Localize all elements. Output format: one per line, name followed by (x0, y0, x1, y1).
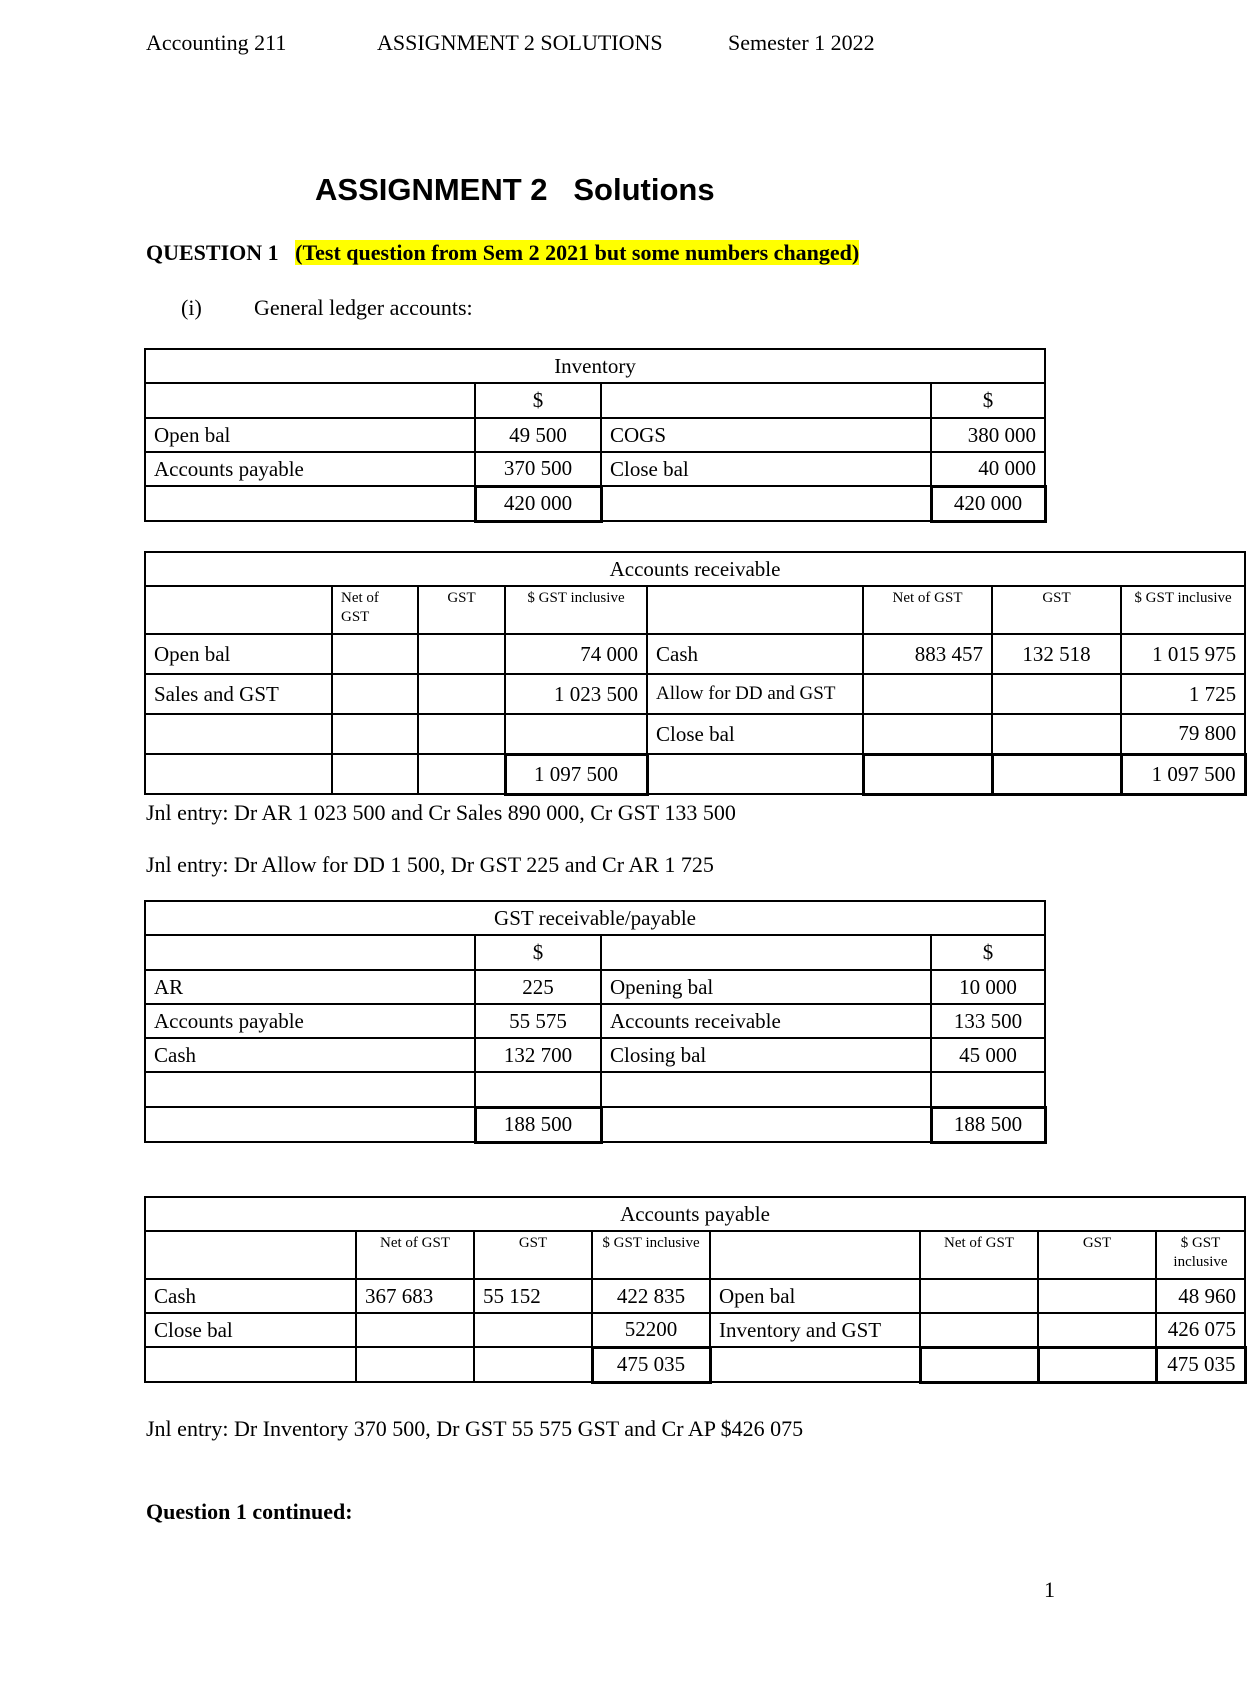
ap-header: GST (474, 1231, 592, 1279)
inventory-row-value: 380 000 (931, 418, 1045, 452)
inventory-row-label: Close bal (601, 452, 931, 486)
table-row (145, 754, 1245, 794)
ap-header: GST (1038, 1231, 1156, 1279)
gst-row-value: 45 000 (931, 1038, 1045, 1072)
table-row (145, 1313, 1245, 1347)
journal-entry-inventory: Jnl entry: Dr Inventory 370 500, Dr GST 55 575 GST and Cr AP $426 075 (146, 1416, 804, 1441)
ap-open-value: 48 960 (1156, 1279, 1245, 1313)
gst-total-right: 188 500 (931, 1107, 1045, 1142)
ar-open-value: 74 000 (505, 634, 647, 674)
page-title: ASSIGNMENT 2 Solutions (315, 172, 715, 207)
inventory-row-value: 40 000 (931, 452, 1045, 486)
header-semester: Semester 1 2022 (728, 30, 875, 55)
table-row (145, 1279, 1245, 1313)
gst-row-value: 55 575 (475, 1004, 601, 1038)
gst-cur-left: $ (475, 935, 601, 970)
inventory-title: Inventory (145, 349, 1045, 383)
question-1-note: (Test question from Sem 2 2021 but some numbers changed) (295, 240, 860, 265)
ap-header: Net of GST (356, 1231, 474, 1279)
inventory-total-left: 420 000 (475, 486, 601, 521)
table-row (145, 418, 1045, 452)
ar-cash-label: Cash (647, 634, 863, 674)
inventory-row-label: Accounts payable (145, 452, 475, 486)
accounts-receivable-ledger (144, 551, 1247, 796)
ap-close-label: Close bal (145, 1313, 356, 1347)
ar-close-label: Close bal (647, 714, 863, 754)
ar-total-left: 1 097 500 (505, 754, 647, 794)
gst-row-value: 133 500 (931, 1004, 1045, 1038)
gst-row-label: Accounts payable (145, 1004, 475, 1038)
page-number: 1 (1044, 1577, 1055, 1602)
question-1-continued: Question 1 continued: (146, 1499, 353, 1524)
ar-allow-value: 1 725 (1121, 674, 1245, 714)
ar-header: GST (418, 586, 505, 634)
inventory-row-label: Open bal (145, 418, 475, 452)
ap-cash-gst: 55 152 (474, 1279, 592, 1313)
gst-row-value: 225 (475, 970, 601, 1004)
inventory-row-label: COGS (601, 418, 931, 452)
ar-cash-incl: 1 015 975 (1121, 634, 1245, 674)
table-row (145, 452, 1045, 486)
journal-entry-allowance: Jnl entry: Dr Allow for DD 1 500, Dr GST 225 and Cr AR 1 725 (146, 852, 714, 877)
header-doc: ASSIGNMENT 2 SOLUTIONS (377, 30, 663, 55)
ar-open-label: Open bal (145, 634, 332, 674)
gst-row-value: 10 000 (931, 970, 1045, 1004)
ar-cash-gst: 132 518 (992, 634, 1121, 674)
ap-header: $ GST inclusive (592, 1231, 710, 1279)
subsection-text: General ledger accounts: (254, 295, 473, 320)
ap-title: Accounts payable (145, 1197, 1245, 1231)
ap-ledger-clip (144, 1196, 1236, 1386)
table-row (145, 970, 1045, 1004)
inventory-row-value: 370 500 (475, 452, 601, 486)
gst-row-label: Accounts receivable (601, 1004, 931, 1038)
ar-title: Accounts receivable (145, 552, 1245, 586)
ar-header: Net of GST (332, 586, 418, 634)
inventory-row-value: 49 500 (475, 418, 601, 452)
ar-allow-label: Allow for DD and GST (647, 674, 863, 714)
table-row (145, 674, 1245, 714)
gst-row-label: Cash (145, 1038, 475, 1072)
subsection-number: (i) (181, 295, 202, 320)
ap-inventory-value: 426 075 (1156, 1313, 1245, 1347)
ar-sales-value: 1 023 500 (505, 674, 647, 714)
ar-total-right: 1 097 500 (1121, 754, 1245, 794)
accounts-payable-ledger (144, 1196, 1247, 1384)
inventory-total-right: 420 000 (931, 486, 1045, 521)
ap-cash-incl: 422 835 (592, 1279, 710, 1313)
ap-header: Net of GST (920, 1231, 1038, 1279)
ap-total-left: 475 035 (592, 1347, 710, 1382)
gst-row-label: AR (145, 970, 475, 1004)
table-row (145, 1038, 1045, 1072)
ar-sales-label: Sales and GST (145, 674, 332, 714)
ap-open-label: Open bal (710, 1279, 920, 1313)
ap-total-right: 475 035 (1156, 1347, 1245, 1382)
gst-cur-right: $ (931, 935, 1045, 970)
ar-header: $ GST inclusive (1121, 586, 1245, 634)
ap-close-value: 52200 (592, 1313, 710, 1347)
table-row (145, 714, 1245, 754)
ap-header: $ GST inclusive (1156, 1231, 1245, 1279)
question-1-heading (146, 240, 859, 266)
ar-ledger-clip (144, 551, 1237, 796)
ar-header: Net of GST (863, 586, 992, 634)
ap-cash-label: Cash (145, 1279, 356, 1313)
inventory-cur-left: $ (475, 383, 601, 418)
ar-close-value: 79 800 (1121, 714, 1245, 754)
gst-row-label: Closing bal (601, 1038, 931, 1072)
question-1-label: QUESTION 1 (146, 240, 279, 265)
ar-header: $ GST inclusive (505, 586, 647, 634)
table-row (145, 1004, 1045, 1038)
gst-row-value: 132 700 (475, 1038, 601, 1072)
table-row (145, 634, 1245, 674)
ar-header: GST (992, 586, 1121, 634)
inventory-ledger (144, 348, 1047, 523)
journal-entry-sales: Jnl entry: Dr AR 1 023 500 and Cr Sales 890 000, Cr GST 133 500 (146, 800, 736, 825)
gst-ledger (144, 900, 1047, 1144)
gst-row-label: Opening bal (601, 970, 931, 1004)
ap-inventory-label: Inventory and GST (710, 1313, 920, 1347)
gst-total-left: 188 500 (475, 1107, 601, 1142)
header-course: Accounting 211 (146, 30, 287, 55)
inventory-cur-right: $ (931, 383, 1045, 418)
ap-cash-net: 367 683 (356, 1279, 474, 1313)
table-row (145, 1347, 1245, 1382)
gst-title: GST receivable/payable (145, 901, 1045, 935)
ar-cash-net: 883 457 (863, 634, 992, 674)
